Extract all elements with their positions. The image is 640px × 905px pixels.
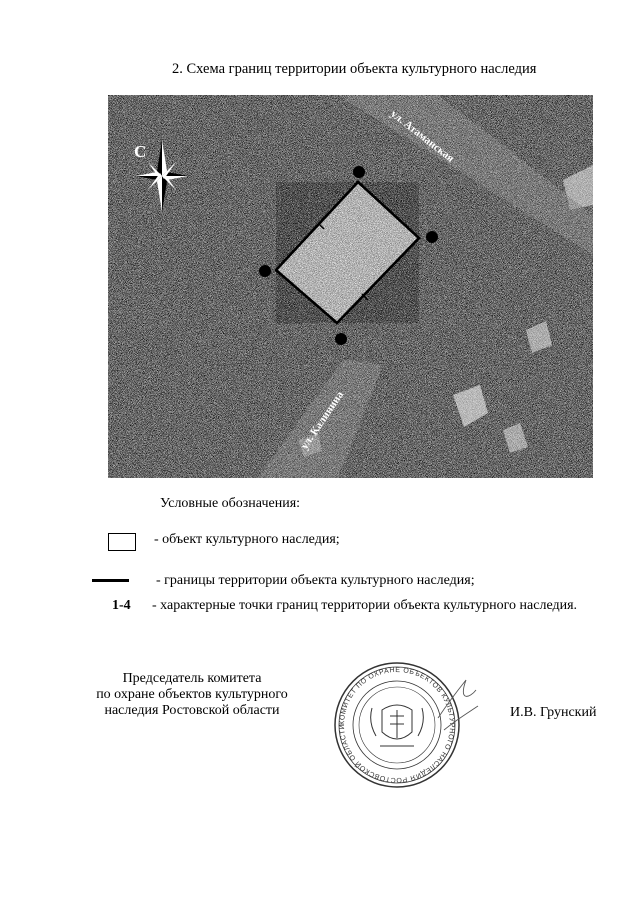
legend-points-label: 1-4 [112, 598, 131, 613]
compass-north-letter: С [134, 142, 147, 161]
legend-border-text: - границы территории объекта культурного наследия; [156, 573, 475, 588]
boundary-point-1 [353, 166, 365, 178]
position-line-1: Председатель комитета [122, 671, 262, 686]
official-seal-icon [320, 660, 480, 790]
aerial-map [108, 95, 593, 478]
boundary-point-3 [335, 333, 347, 345]
legend-object-swatch [108, 533, 136, 551]
street-label-south: ул. Калинина [298, 389, 347, 452]
legend-title: Условные обозначения: [160, 496, 301, 511]
legend-border-swatch [92, 579, 129, 582]
legend-points-text: - характерные точки границ территории объекта культурного наследия. [152, 598, 578, 613]
map-canvas [108, 95, 593, 478]
legend-object-text: - объект культурного наследия; [154, 532, 340, 547]
boundary-point-4 [259, 265, 271, 277]
signatory-position [76, 671, 308, 719]
boundary-point-2 [426, 231, 438, 243]
position-line-2: по охране объектов культурного [96, 687, 288, 702]
signatory-name: И.В. Грунский [510, 705, 597, 720]
page-heading: 2. Схема границ территории объекта культурного наследия [172, 61, 537, 77]
seal-outer-text: КОМИТЕТ ПО ОХРАНЕ ОБЪЕКТОВ КУЛЬТУРНОГО НАСЛЕДИЯ РОСТОВСКОЙ ОБЛАСТИ [338, 666, 456, 784]
position-line-3: наследия Ростовской области [104, 703, 280, 718]
street-label-north: ул. Атаманская [388, 107, 457, 165]
